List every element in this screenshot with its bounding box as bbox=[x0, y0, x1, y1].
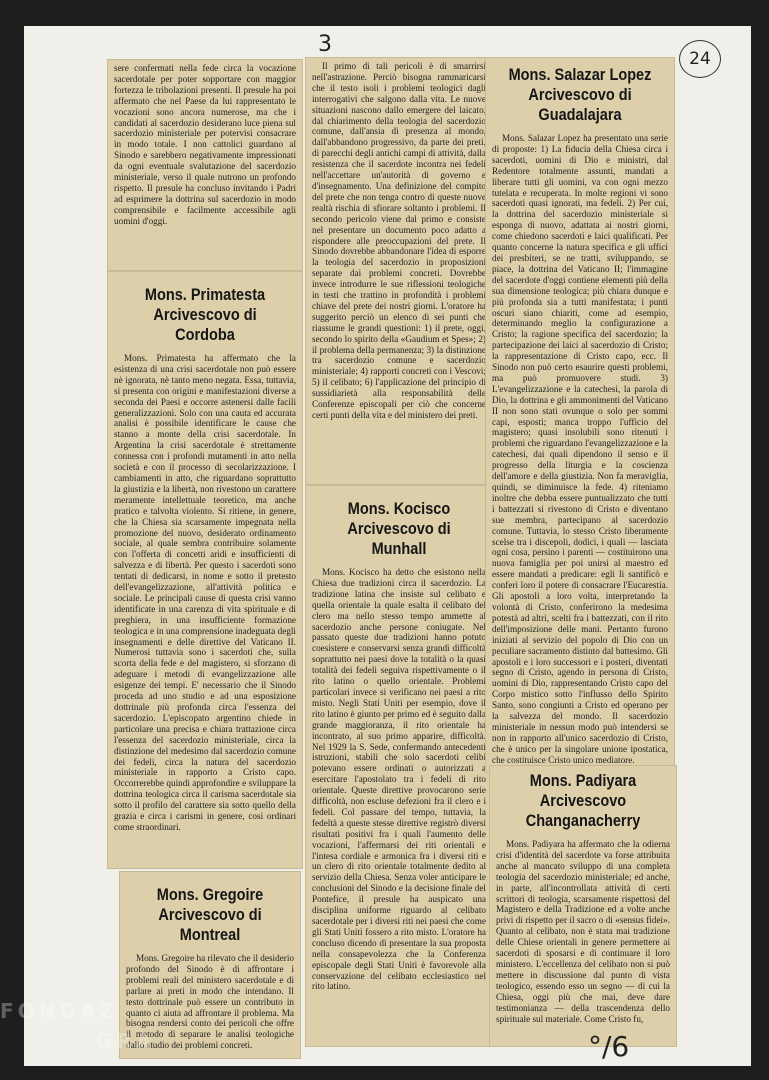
clipping-kocisco bbox=[306, 486, 492, 1046]
clipping-salazar bbox=[486, 58, 674, 772]
headline-kocisco-see: Arcivescovo di Munhall bbox=[347, 520, 451, 558]
headline-salazar-see: Arcivescovo di Guadalajara bbox=[528, 86, 632, 124]
handwritten-mark: °/6 bbox=[588, 1030, 630, 1063]
primatesta-body: Mons. Primatesta ha affermato che la esistenza di una crisi sacerdotale non può essere nè ignorata, nè tanto meno negata. Essa, tuttavia, si presenta con origini e manifestazioni diverse a seconda dei Paesi e occorre astenersi dalle facili generalizzazioni. Solo con una cauta ed accurata analisi è possibile identificare le cause che stanno a monte della crisi sacerdotale. In Argentina la crisi sacerdotale è strettamente connessa con i profondi mutamenti in atto nella società e con il processo di secolarizzazione. I cambiamenti in atto, che riguardano soprattutto la giustizia e la libertà, non rivestono un carattere meramente intellettuale teoretico, ma anche pratico e talvolta violento. Si ritiene, in genere, che la Chiesa sia scarsamente impegnata nella promozione del nuovo, desiderato ordinamento sociale, al quale sembra contribuire solamente con l'offerta di concetti aridi e insufficienti di salvezza e di libertà. Per questo i sacerdoti sono tentati di dedicarsi, in nome e sotto il pretesto dell'evangelizzazione, all'attività politica e sociale. Le principali cause di questa crisi vanno identificate in una carenza di vita spirituale e di preghiera, in una insufficiente formazione teologica e in una comprensione inadeguata degli insegnamenti e delle direttive del Vaticano II. Numerosi tuttavia sono i sacerdoti che, sulla scorta della fede e del magistero, si sforzano di adeguare i metodi di evangelizzazione alle esigenze dei tempi. E' necessario che il Sinodo proceda ad uno studio e ad una esposizione dottrinale più profonda circa l'essenza del sacerdozio. L'episcopato argentino chiede in particolare una precisa e chiara trattazione circa l'essenza del sacerdozio ministeriale, circa la distinzione del medesimo dal sacerdozio comune dei fedeli, circa la natura del sacerdozio ministeriale in rapporto a Cristo capo. Occorrerebbe quindi approfondire e sviluppare la dottrina teologica circa il carisma sacerdotale sia sotto il profilo del carattere sia sotto quello della grazia e circa i carismi in genere, così ordinari come straordinari. bbox=[114, 353, 296, 832]
clipping-padiyara bbox=[490, 766, 676, 1046]
clipping-col1-intro bbox=[108, 60, 302, 270]
clipping-col2-intro bbox=[306, 58, 492, 484]
headline-salazar-name: Mons. Salazar Lopez bbox=[508, 66, 652, 84]
headline-primatesta-see: Arcivescovo di Cordoba bbox=[153, 306, 257, 344]
headline-kocisco bbox=[322, 499, 475, 559]
headline-gregoire bbox=[136, 885, 284, 945]
headline-padiyara-name: Mons. Padiyara bbox=[529, 772, 637, 790]
watermark-line1: FONDAZ bbox=[0, 999, 118, 1023]
headline-gregoire-see: Arcivescovo di Montreal bbox=[158, 906, 262, 944]
headline-padiyara-title: Arcivescovo bbox=[539, 792, 627, 810]
col1-intro-text: sere confermati nella fede circa la vocazione sacerdotale per poter sopportare con maggior fortezza le tribolazioni presenti. Il presule ha poi affermato che nel Paese da lui rappresentato le vocazioni sono ancora numerose, ma che i candidati al sacerdozio desiderano luce piena sul sacerdozio ministeriale per potervisi consacrare in modo totale. I non cattolici guardano al Sinodo e sarebbero negativamente impressionati da ogni eventuale svalutazione del sacerdozio ministeriale, verso il quale nutrono un profondo rispetto. Il presule ha concluso invitando i Padri ad esprimere la dottrina sul sacerdozio in modo comprensibile e facilmente accessibile agli uomini d'oggi. bbox=[114, 63, 296, 226]
gregoire-body: Mons. Gregoire ha rilevato che il desiderio profondo del Sinodo è di affrontare i problemi reali del ministero sacerdotale e di parlare ai preti in modo che intendano. Il testo dottrinale può essere un contributo in quanto ci aiuta ad affrontare il problema. Ma bisogna rendersi conto dei pericoli che offre il metodo di separare le analisi teologiche dallo studio dei problemi concreti. bbox=[126, 953, 294, 1051]
archive-watermark bbox=[0, 996, 155, 1056]
folio-number: 24 bbox=[679, 40, 721, 78]
col2-intro-text: Il primo di tali pericoli è di smarrirsi nell'astrazione. Perciò bisogna rammaricarsi che il testo isoli i problemi teologici dagli interrogativi che salgono dalla vita. Le nuove situazioni nascono dallo emergere del laicato, dal chiarimento della teologia del sacerdozio comune, dall'ansia di presenza al mondo, dall'abbandono progressivo, da parte dei preti, di parecchi degli antichi campi di attività, dalla resistenza che il sacerdote incontra nei fedeli nell'accettare un'autorità di governo e d'insegnamento. Una definizione del compito del prete che non tenga contro di queste nuove realtà rischia di sfiorare soltanto i problemi. Il secondo pericolo viene dal primo e consiste nel presentare un documento poco adatto a rispondere alle preoccupazioni del prete. Il Sinodo dovrebbe abbandonare l'idea di esporre la teologia del sacerdozio in proposizioni separate dai problemi concreti. Dovrebbe invece introdurre le sue riflessioni teologiche in testi che trattino in profondità i problemi chiave del prete dei nostri giorni. L'oratore ha suggerito perciò un elenco di sei punti che riassume le grandi questioni: 1) il prete, oggi, secondo lo spirito della «Gaudium et Spes»; 2) il problema della permanenza; 3) la distinzione tra sacerdozio comune e sacerdozio ministeriale; 4) rapporti concreti con i Vescovi; 5) il celibato; 6) l'applicazione del principio di sussidiarietà alla responsabilità delle Conferenze episcopali per ciò che concerne certi punti della vita e del ministero dei preti. bbox=[312, 61, 486, 420]
watermark-line2: GRA bbox=[96, 1029, 156, 1053]
headline-padiyara-see: Changanacherry bbox=[525, 812, 641, 830]
page-number: 3 bbox=[318, 32, 332, 57]
headline-primatesta bbox=[125, 285, 285, 345]
padiyara-body: Mons. Padiyara ha affermato che la odierna crisi d'identità del sacerdote va forse attribuita anche al mancato sviluppo di una completa teologia del sacerdozio ministeriale; ed anche, in parte, all'incontrollata attività di certi scrittori di teologia, scarsamente rispettosi del Magistero e della Tradizione ed a volte anche privi di rispetto per il sacro o di «sensus fidei». Quanto al celibato, non è stata mai tradizione delle Chiese orientali in genere permettere ai sacerdoti di sposarsi e di continuare il loro ministero. L'eccellenza del celibato non si può mettere in discussione dal punto di vista teologico, essendo esso un segno — di cui la Chiesa, oggi più che mai, deve dare testimonianza — della trascendenza dello spirituale sul materiale. Come Cristo fu, bbox=[496, 839, 670, 1024]
headline-primatesta-name: Mons. Primatesta bbox=[144, 286, 266, 304]
salazar-body: Mons. Salazar Lopez ha presentato una serie di proposte: 1) La fiducia della Chiesa circa i sacerdoti, uomini di Dio e ministri, dal Redentore totalmente assunti, mandati a liberare tutti gli uomini, va con ogni mezzo tutelata e recuperata. In molte regioni vi sono sacerdoti quasi ignorati, ma fedeli. 2) Per cui, la dottrina del sacerdozio ministeriale si esponga di nuovo, adattata ai nostri giorni, come chiedono sacerdoti e laici qualificati. Per quanto concerne la natura specifica e gli uffici dei presbiteri, se ne tratti, sviluppando, se piace, la dottrina del Vaticano II; l'immagine del sacerdote d'oggi contiene elementi più della sua dimensione teologica; più chiara dunque e più profonda sia a tutti manifestata; i punti oscuri siano chiariti, come ad esempio, determinando meglio la configurazione a Cristo; la ragione specifica del sacerdozio; la partecipazione dei laici al sacerdozio di Cristo; la rappresentazione di Cristo capo, ecc. Il Sinodo non può certo esaurire questi problemi, ma può promuovere studi. 3) L'evangelizzazione e la catechesi, la parola di Dio, la dottrina e gli ammonimenti del Vaticano II non sono stati ovunque o solo per sommi capi, esposti; manca troppo l'ufficio del magistero; quasi insolubili sono ritenuti i problemi che riguardano l'evangelizzazione e la catechesi, dai quali dipendono il senso e il progresso della liturgia e la coscienza dell'amore e della giustizia. Non fa meraviglia, quindi, se diminuisce la fede. 4) riteniamo inoltre che debba essere puntualizzato che tutti i battezzati si rivestono di Cristo e diventano sue membra, partecipano al sacerdozio comune. Tuttavia, lo stesso Cristo liberamente scelse tra i discepoli, dodici, i quali — lasciata ogni cosa, persino i parenti — costituirono una nuova famiglia per poi unirsi al maestro ed essere mandati a predicare: egli li santificò e conferì loro il potere di consacrare l'Eucarestia. Gli apostoli a loro volta, interpretando la volontà di Cristo, conferirono la medesima potestà ad altri, scelti fra i battezzati, con il rito dell'imposizione delle mani. Pertanto furono iniziati al servizio del popolo di Dio con un peculiare sacramento distinto dal battesimo. Gli apostoli e i loro successori e i posteri, diventati segno di Cristo, agendo in persona di Cristo, uomini di Dio, rappresentando Cristo capo del Corpo mistico sotto l'influsso dello Spirito Santo, sono congiunti a Cristo ed operano per la salvezza del mondo. Il sacerdozio ministeriale in nessun modo può intendersi se non in rapporto all'unico sacerdozio di Cristo, che è unico per la singolare unione ipostatica, che costituisce Cristo unico mediatore. bbox=[492, 133, 668, 765]
headline-gregoire-name: Mons. Gregoire bbox=[156, 886, 264, 904]
clipping-primatesta bbox=[108, 272, 302, 868]
archive-sheet bbox=[24, 26, 751, 1066]
headline-salazar bbox=[503, 65, 658, 125]
headline-padiyara bbox=[506, 771, 659, 831]
headline-kocisco-name: Mons. Kocisco bbox=[347, 500, 451, 518]
kocisco-body: Mons. Kocisco ha detto che esistono nella Chiesa due tradizioni circa il sacerdozio. La tradizione latina che insiste sul celibato e quella orientale la quale esalta il celibato del clero ma nello stesso tempo ammette al sacerdozio anche persone coniugate. Nel passato queste due tradizioni hanno potuto coesistere e conservarsi senza grandi difficoltà soprattutto nei paesi dove la totalità o la quasi totalità dei fedeli seguiva rispettivamente o il rito latino o quello orientale. Problemi particolari invece si verificano nei paesi a rito misto. Negli Stati Uniti per esempio, dove il rito latino è giunto per primo ed è seguito dalla grande maggioranza, il rito orientale ha incontrato, al suo primo apparire, difficoltà. Nel 1929 la S. Sede, confermando antecedenti istruzioni, stabilì che solo sacerdoti celibi potevano essere ordinati o autorizzati a esercitare l'apostolato tra i fedeli di rito orientale. Queste direttive provocarono serie difficoltà, non escluse defezioni fra il clero e i fedeli. Col passare del tempo, tuttavia, la fedeltà a queste stesse direttive registrò diversi risultati positivi fra i quali l'aumento delle vocazioni, l'affermarsi dei riti orientali e l'intesa cordiale e armonica fra i diversi riti e un clero di rito orientale totalmente dedito al servizio della Chiesa. Senza voler anticipare le conclusioni del Sinodo e la decisione finale del Pontefice, il presule ha auspicato una disciplina uniforme riguardo al celibato sacerdotale per i diversi riti nei paesi che come gli Stati Uniti fossero a rito misto. L'oratore ha concluso dicendo di presentare la sua proposta nella consapevolezza che la Conferenza episcopale degli Stati Uniti è favorevole alla conservazione del celibato ecclesiastico nel rito latino. bbox=[312, 567, 486, 992]
